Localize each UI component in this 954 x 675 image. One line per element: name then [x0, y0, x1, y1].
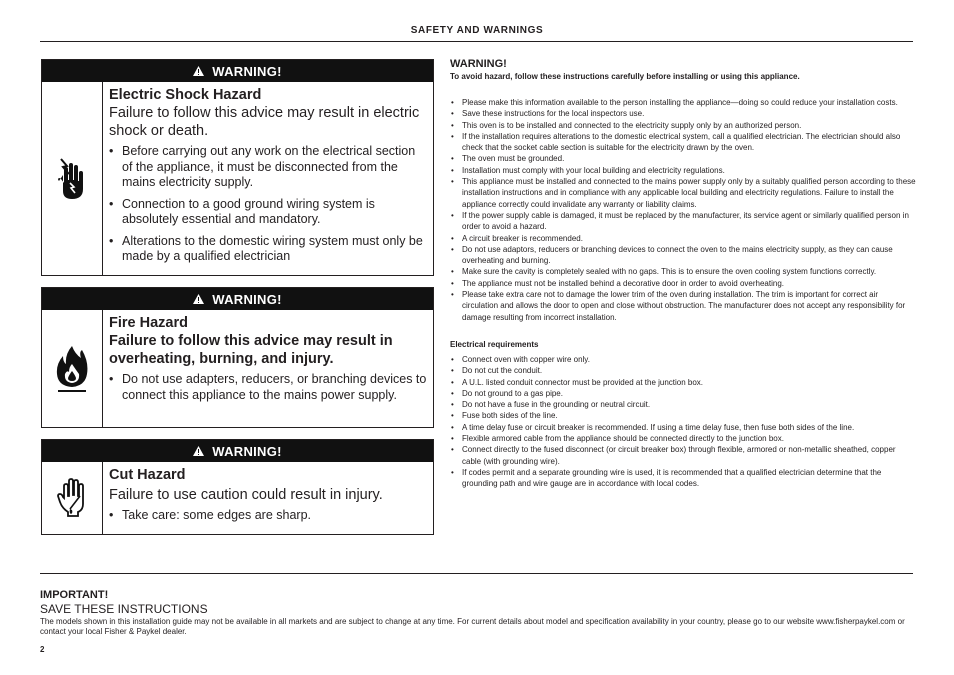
warning-box-electric-shock: [41, 59, 434, 276]
hazard-bullet: • Alterations to the domestic wiring system must only be made by a qualified electrician: [109, 234, 427, 265]
list-item: • Do not use adaptors, reducers or branching devices to connect the oven to the mains electricity supply, as they can cause overheating and burning.: [450, 244, 916, 267]
hazard-title: Electric Shock Hazard: [109, 87, 262, 103]
hazard-bullet-list: [109, 144, 427, 265]
electrical-requirements-list: [450, 354, 916, 490]
cut-hand-icon: [42, 462, 103, 534]
list-item: • Installation must comply with your local building and electricity regulations.: [450, 165, 916, 176]
hazard-consequence: Failure to follow this advice may result in overheating, burning, and injury.: [109, 333, 393, 367]
list-item: • A time delay fuse or circuit breaker is recommended. If using a time delay fuse, then fuse both sides of the line.: [450, 422, 916, 433]
list-item: • If the installation requires alterations to the domestic electrical system, call a qualified electrician. The electrician should also check that the socket cable section is suitable for the electricity drawn by the oven.: [450, 131, 916, 154]
warning-triangle-icon: [193, 446, 204, 456]
hazard-bullet: • Connection to a good ground wiring system is absolutely essential and mandatory.: [109, 197, 427, 228]
hazard-title: Cut Hazard: [109, 467, 186, 483]
warnings-heading: WARNING!: [450, 58, 507, 70]
hazard-bullet-list: [109, 372, 427, 403]
list-item: • Flexible armored cable from the appliance should be connected directly to the junction box.: [450, 433, 916, 444]
hazard-title: Fire Hazard: [109, 315, 188, 331]
hazard-consequence: Failure to use caution could result in injury.: [109, 487, 383, 503]
important-label: IMPORTANT!: [40, 589, 109, 601]
hazard-bullet: • Take care: some edges are sharp.: [109, 508, 427, 524]
footer-divider: [40, 573, 913, 574]
warning-box-fire: [41, 287, 434, 428]
flame-icon: [42, 310, 103, 427]
warning-bar: [42, 288, 433, 310]
list-item: • A U.L. listed conduit connector must be provided at the junction box.: [450, 377, 916, 388]
hazard-bullet-list: [109, 508, 427, 524]
list-item: • Please make this information available to the person installing the appliance—doing so could reduce your installation costs.: [450, 97, 916, 108]
warning-bar-label: WARNING!: [212, 63, 282, 79]
warning-bar-label: WARNING!: [212, 291, 282, 307]
save-instructions-label: SAVE THESE INSTRUCTIONS: [40, 602, 208, 616]
electric-hand-icon: [42, 82, 103, 275]
hazard-bullet: • Do not use adapters, reducers, or branching devices to connect this appliance to the mains power supply.: [109, 372, 427, 403]
list-item: • The appliance must not be installed behind a decorative door in order to avoid overheating.: [450, 278, 916, 289]
list-item: • This oven is to be installed and connected to the electricity supply only by an authorized person.: [450, 120, 916, 131]
list-item: • If the power supply cable is damaged, it must be replaced by the manufacturer, its service agent or similarly qualified person in order to avoid a hazard.: [450, 210, 916, 233]
list-item: • The oven must be grounded.: [450, 153, 916, 164]
list-item: • Save these instructions for the local inspectors use.: [450, 108, 916, 119]
warning-bar: [42, 60, 433, 82]
installation-warnings-column: [450, 58, 916, 490]
list-item: • If codes permit and a separate grounding wire is used, it is recommended that a qualified electrician determine that the grounding path and wire gauge are in accordance with local codes.: [450, 467, 916, 490]
warning-bar: [42, 440, 433, 462]
list-item: • Do not cut the conduit.: [450, 365, 916, 376]
warning-triangle-icon: [193, 66, 204, 76]
list-item: • Please take extra care not to damage the lower trim of the oven during installation. The trim is important for correct air circulation and allows the door to open and close without obstruction. The manufacturer does not accept any responsibility for damage resulting from incorrect installation.: [450, 289, 916, 323]
warnings-intro: To avoid hazard, follow these instructions carefully before installing or using this appliance.: [450, 72, 800, 81]
warning-box-cut: [41, 439, 434, 535]
warning-bar-label: WARNING!: [212, 443, 282, 459]
warning-triangle-icon: [193, 294, 204, 304]
footer: [40, 589, 913, 637]
hazard-bullet: • Before carrying out any work on the electrical section of the appliance, it must be disconnected from the mains electricity supply.: [109, 144, 427, 191]
list-item: • Do not ground to a gas pipe.: [450, 388, 916, 399]
list-item: • A circuit breaker is recommended.: [450, 233, 916, 244]
list-item: • This appliance must be installed and connected to the mains power supply only by a suitably qualified person according to these installation instructions and in compliance with any applicable local building and electricity regulations. Failure to install the appliance correctly could invalidate any warranty or liability claims.: [450, 176, 916, 210]
list-item: • Do not have a fuse in the grounding or neutral circuit.: [450, 399, 916, 410]
hazard-consequence: Failure to follow this advice may result in electric shock or death.: [109, 105, 420, 139]
page-header-title: SAFETY AND WARNINGS: [410, 25, 544, 36]
page-number: 2: [40, 645, 45, 654]
availability-note: The models shown in this installation guide may not be available in all markets and are subject to change at any time. For current details about model and specification availability in your country, please go to our website www.fisherpaykel.com or contact your local Fisher & Paykel dealer.: [40, 617, 905, 636]
electrical-requirements-heading: Electrical requirements: [450, 339, 539, 349]
warnings-list: [450, 97, 916, 323]
header-divider: [40, 41, 913, 42]
list-item: • Connect directly to the fused disconnect (or circuit breaker box) through flexible, armored or non-metallic sheathed, copper cable (with grounding wire).: [450, 444, 916, 467]
list-item: • Make sure the cavity is completely sealed with no gaps. This is to ensure the oven cooling system functions correctly.: [450, 266, 916, 277]
list-item: • Connect oven with copper wire only.: [450, 354, 916, 365]
list-item: • Fuse both sides of the line.: [450, 410, 916, 421]
